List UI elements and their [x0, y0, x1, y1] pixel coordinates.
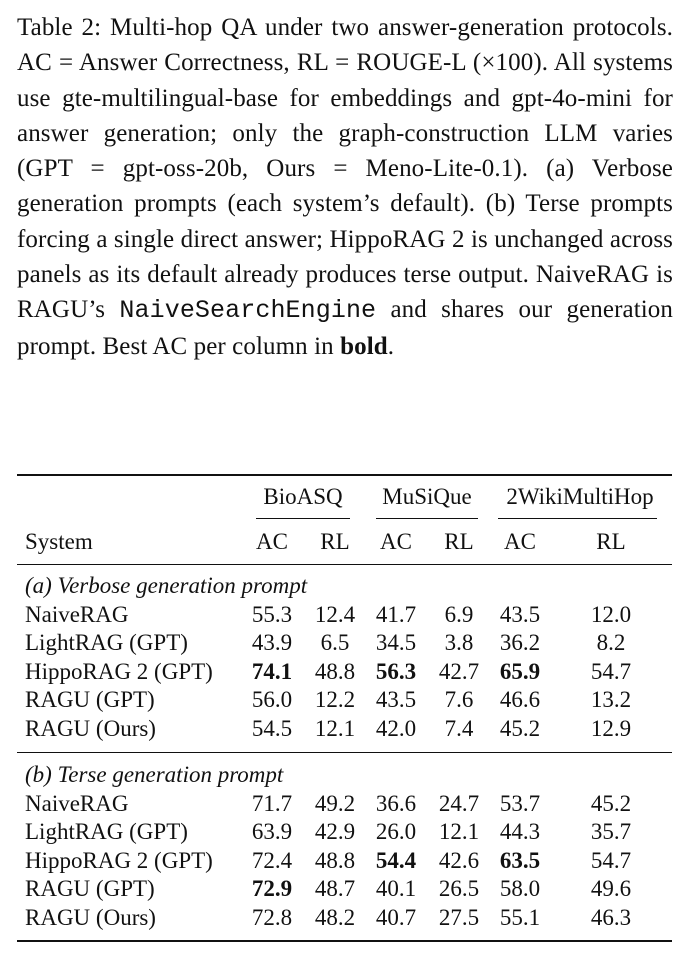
- table-cell: 65.9: [499, 658, 541, 684]
- table-cell: 54.4: [375, 847, 417, 873]
- system-name: RAGU (GPT): [25, 876, 155, 902]
- table-cell: 42.9: [314, 819, 356, 845]
- table-cell: 54.7: [590, 658, 632, 684]
- table-cell: 8.2: [596, 630, 626, 656]
- table-cell: 74.1: [251, 658, 293, 684]
- caption-text-1: Table 2: Multi-hop QA under two answer-generation protocols. AC = Answer Correctness, RL = ROUGE-L (×100). All systems use gte-multilingual-base for embeddings and gpt-4o-mini for answer generation; only the graph-construction LLM varies (GPT = gpt-oss-20b, Ours = Meno-Lite-0.1). (a) Verbose generation prompts (each system’s default). (b) Terse prompts forcing a single direct answer; HippoRAG 2 is unchanged across panels as its default already produces terse output. NaiveRAG is RAGU’s: [17, 14, 673, 324]
- table-cell: 48.8: [314, 658, 356, 684]
- table-cell: 63.5: [499, 847, 541, 873]
- metric-header: AC: [256, 529, 288, 554]
- table-cell: 48.8: [314, 847, 356, 873]
- table-cell: 35.7: [590, 819, 632, 845]
- table-cell: 71.7: [251, 790, 293, 816]
- table-cell: 49.2: [314, 790, 356, 816]
- system-name: NaiveRAG: [25, 790, 129, 816]
- table-cell: 56.3: [375, 658, 417, 684]
- table-cell: 3.8: [444, 630, 474, 656]
- metric-header: AC: [380, 529, 412, 554]
- table-cell: 40.7: [375, 905, 417, 930]
- caption-text-2: and shares our generation prompt. Best AC per column in: [17, 296, 673, 360]
- table-cell: 7.4: [444, 716, 474, 741]
- table-cell: 24.7: [438, 790, 480, 816]
- table-cell: 12.1: [314, 716, 356, 741]
- dataset-underline: [256, 518, 350, 519]
- bottom-rule: [17, 940, 672, 942]
- table-cell: 53.7: [499, 790, 541, 816]
- table-cell: 45.2: [499, 716, 541, 741]
- caption-bold-word: bold: [340, 332, 388, 360]
- system-name: NaiveRAG: [25, 601, 129, 627]
- system-name: HippoRAG 2 (GPT): [25, 847, 213, 873]
- metric-header: RL: [444, 529, 474, 554]
- table-cell: 46.3: [590, 905, 632, 930]
- table-cell: 48.2: [314, 905, 356, 930]
- table-cell: 12.0: [590, 601, 632, 627]
- system-name: RAGU (GPT): [25, 687, 155, 713]
- table-cell: 43.5: [375, 687, 417, 713]
- system-header: System: [25, 529, 93, 554]
- table-cell: 72.9: [251, 876, 293, 902]
- mid-rule: [17, 752, 672, 753]
- system-name: RAGU (Ours): [25, 905, 156, 930]
- metric-header: AC: [504, 529, 536, 554]
- caption-text-3: .: [387, 332, 395, 360]
- table-cell: 49.6: [590, 876, 632, 902]
- table-cell: 72.8: [251, 905, 293, 930]
- table-cell: 55.3: [251, 601, 293, 627]
- metric-header: RL: [320, 529, 350, 554]
- table-cell: 45.2: [590, 790, 632, 816]
- header-rule: [17, 564, 672, 565]
- table-cell: 54.5: [251, 716, 293, 741]
- metric-header: RL: [596, 529, 626, 554]
- table-cell: 43.5: [499, 601, 541, 627]
- system-name: LightRAG (GPT): [25, 819, 188, 845]
- caption-code: NaiveSearchEngine: [119, 296, 377, 326]
- table-cell: 34.5: [375, 630, 417, 656]
- table-cell: 6.9: [444, 601, 474, 627]
- section-title: (a) Verbose generation prompt: [25, 573, 308, 598]
- table-cell: 36.6: [375, 790, 417, 816]
- table-cell: 46.6: [499, 687, 541, 713]
- dataset-header: 2WikiMultiHop: [506, 484, 654, 509]
- table-cell: 41.7: [375, 601, 417, 627]
- table-cell: 27.5: [438, 905, 480, 930]
- table-cell: 58.0: [499, 876, 541, 902]
- dataset-underline: [376, 518, 478, 519]
- system-name: HippoRAG 2 (GPT): [25, 658, 213, 684]
- table-cell: 12.1: [438, 819, 480, 845]
- table-cell: 13.2: [590, 687, 632, 713]
- table-cell: 7.6: [444, 687, 474, 713]
- table-cell: 26.0: [375, 819, 417, 845]
- table-cell: 54.7: [590, 847, 632, 873]
- table-cell: 55.1: [499, 905, 541, 930]
- dataset-header: BioASQ: [263, 484, 343, 509]
- table-cell: 6.5: [320, 630, 350, 656]
- section-title: (b) Terse generation prompt: [25, 762, 284, 787]
- table-cell: 48.7: [314, 876, 356, 902]
- top-rule: [17, 474, 672, 476]
- table-cell: 12.9: [590, 716, 632, 741]
- table-cell: 40.1: [375, 876, 417, 902]
- system-name: LightRAG (GPT): [25, 630, 188, 656]
- table-cell: 63.9: [251, 819, 293, 845]
- table-cell: 12.2: [314, 687, 356, 713]
- table-cell: 72.4: [251, 847, 293, 873]
- table-cell: 26.5: [438, 876, 480, 902]
- table-cell: 42.6: [438, 847, 480, 873]
- dataset-header: MuSiQue: [382, 484, 472, 509]
- table-cell: 42.0: [375, 716, 417, 741]
- dataset-underline: [498, 518, 657, 519]
- table-cell: 56.0: [251, 687, 293, 713]
- table-cell: 44.3: [499, 819, 541, 845]
- table-cell: 43.9: [251, 630, 293, 656]
- system-name: RAGU (Ours): [25, 716, 156, 741]
- table-cell: 36.2: [499, 630, 541, 656]
- table-cell: 12.4: [314, 601, 356, 627]
- table-caption: [17, 10, 673, 364]
- table-cell: 42.7: [438, 658, 480, 684]
